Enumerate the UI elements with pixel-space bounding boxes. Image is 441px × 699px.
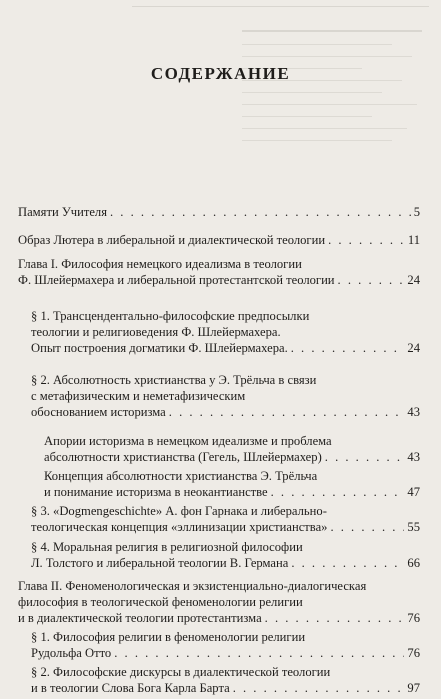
toc-entry xyxy=(18,578,420,626)
toc-entry xyxy=(18,664,420,696)
toc-entry-line: Концепция абсолютности христианства Э. Трёльча xyxy=(44,469,318,483)
dot-leader xyxy=(265,610,405,626)
page-number: 24 xyxy=(407,273,420,287)
toc-entry-last-line xyxy=(31,555,420,571)
toc-entry-line: § 3. «Dogmengeschichte» А. фон Гарнака и либерально- xyxy=(31,504,327,518)
toc-entry-last-line xyxy=(31,645,420,661)
toc-entry-last-line xyxy=(31,404,420,420)
dot-leader xyxy=(291,555,404,571)
page-number: 5 xyxy=(413,205,420,219)
dot-leader xyxy=(114,645,404,661)
toc-entry xyxy=(18,256,420,288)
toc-entry-text: теологическая концепция «эллинизации христианства» xyxy=(31,520,328,534)
toc-entry-text: и понимание историзма в неокантианстве xyxy=(44,485,268,499)
toc-entry-line: Глава I. Философия немецкого идеализма в теологии xyxy=(18,257,302,271)
toc-entry xyxy=(18,468,420,500)
dot-leader xyxy=(330,519,404,535)
dot-leader xyxy=(271,484,405,500)
dot-leader xyxy=(110,204,411,220)
toc-entry xyxy=(18,308,420,356)
toc-entry-line: § 1. Философия религии в феноменологии религии xyxy=(31,630,306,644)
toc-entry-line: с метафизическим и неметафизическим xyxy=(31,389,246,403)
page-number: 76 xyxy=(407,611,420,625)
toc-entry-line: Глава II. Феноменологическая и экзистенциально-диалогическая xyxy=(18,579,367,593)
toc-entry-last-line xyxy=(18,610,420,626)
toc-entry-text: и в теологии Слова Бога Карла Барта xyxy=(31,681,230,695)
toc-entry-line: теологии и религиоведения Ф. Шлейермахера. xyxy=(31,325,281,339)
toc-entry-last-line xyxy=(31,340,420,356)
toc-entry-last-line xyxy=(18,204,420,220)
toc-entry xyxy=(18,204,420,220)
page-number: 97 xyxy=(407,681,420,695)
toc-entry-last-line xyxy=(31,680,420,696)
toc-entry xyxy=(18,433,420,465)
toc-entry-text: Образ Лютера в либеральной и диалектической теологии xyxy=(18,233,326,247)
page-title: СОДЕРЖАНИЕ xyxy=(150,64,291,83)
toc-entry-line: § 2. Философские дискурсы в диалектической теологии xyxy=(31,665,331,679)
page-number: 55 xyxy=(407,520,420,534)
dot-leader xyxy=(325,449,405,465)
page-number: 66 xyxy=(407,556,420,570)
dot-leader xyxy=(328,232,405,248)
toc-entry-last-line xyxy=(18,232,420,248)
toc-entry-last-line xyxy=(44,449,420,465)
toc-entry xyxy=(18,539,420,571)
toc-entry xyxy=(18,372,420,420)
toc-entry-text: обоснованием историзма xyxy=(31,405,166,419)
toc-entry-last-line xyxy=(18,272,420,288)
toc-entry xyxy=(18,232,420,248)
toc-entry-line: Апории историзма в немецком идеализме и проблема xyxy=(44,434,332,448)
toc-entry xyxy=(18,629,420,661)
page-number: 76 xyxy=(407,646,420,660)
page-number: 24 xyxy=(407,341,420,355)
page-number: 43 xyxy=(407,450,420,464)
toc-entry-line: § 2. Абсолютность христианства у Э. Трёльча в связи xyxy=(31,373,317,387)
toc-entry-last-line xyxy=(44,484,420,500)
toc-entry-last-line xyxy=(31,519,420,535)
toc-entry-text: абсолютности христианства (Гегель, Шлейермахер) xyxy=(44,450,322,464)
dot-leader xyxy=(169,404,405,420)
page-number: 11 xyxy=(407,233,420,247)
dot-leader xyxy=(338,272,405,288)
page-number: 47 xyxy=(407,485,420,499)
toc-entry-text: Опыт построения догматики Ф. Шлейермахера. xyxy=(31,341,288,355)
toc-entry-text: Л. Толстого и либеральной теологии В. Германа xyxy=(31,556,289,570)
toc-entry-text: Рудольфа Отто xyxy=(31,646,112,660)
toc-entry-text: Ф. Шлейермахера и либеральной протестантской теологии xyxy=(18,273,335,287)
toc-entry-line: философия в теологической феноменологии религии xyxy=(18,595,303,609)
toc-entry-text: и в диалектической теологии протестантизма xyxy=(18,611,262,625)
page-number: 43 xyxy=(407,405,420,419)
toc-entry xyxy=(18,503,420,535)
toc-entry-text: Памяти Учителя xyxy=(18,205,107,219)
dot-leader xyxy=(233,680,405,696)
toc-entry-line: § 4. Моральная религия в религиозной философии xyxy=(31,540,303,554)
dot-leader xyxy=(291,340,405,356)
toc-entry-line: § 1. Трансцендентально-философские предпосылки xyxy=(31,309,310,323)
